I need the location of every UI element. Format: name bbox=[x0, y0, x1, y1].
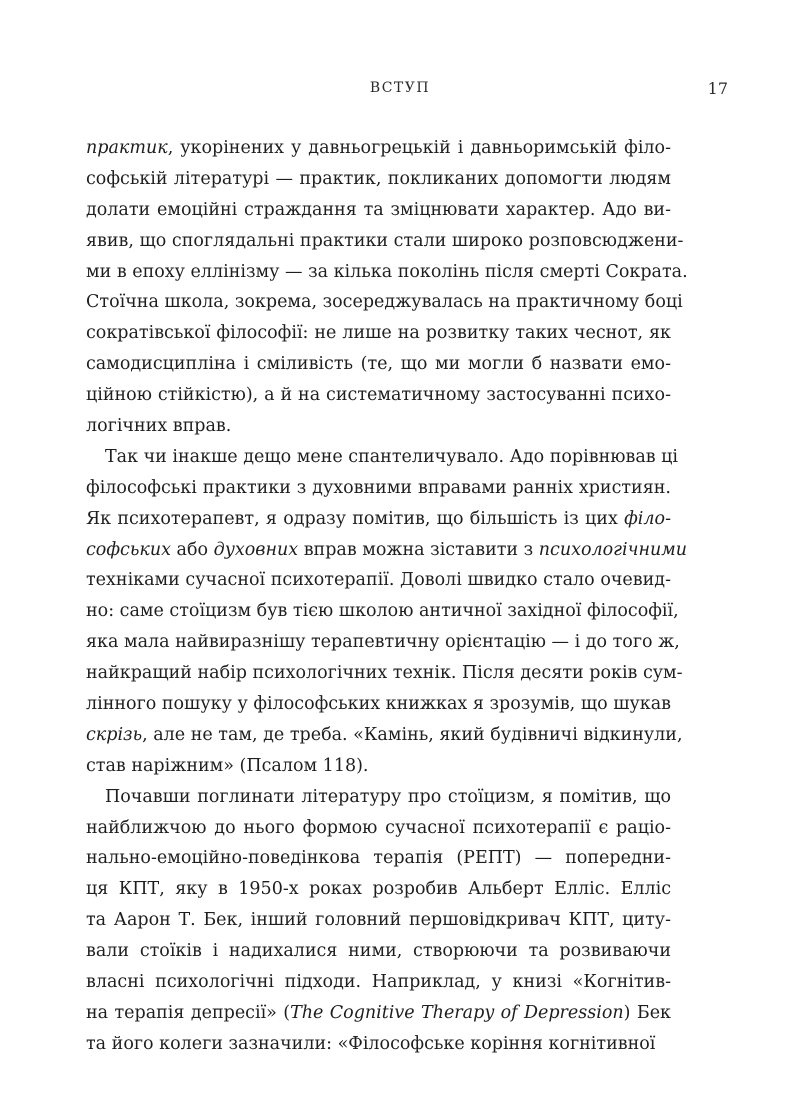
text-run: ми в епоху еллінізму — за кілька поколінь після смерті Сократа. bbox=[86, 261, 688, 282]
text-line bbox=[86, 596, 679, 627]
text-run: Стоїчна школа, зокрема, зосереджувалась на практичному боці bbox=[86, 292, 683, 313]
text-line bbox=[86, 195, 671, 226]
text-run: яка мала найвиразнішу терапевтичну орієнтацію — і до того ж, bbox=[86, 632, 680, 653]
text-run: явив, що споглядальні практики стали широко розповсюджени- bbox=[86, 230, 684, 251]
paragraph bbox=[86, 133, 688, 442]
text-run: но: саме стоїцизм був тією школою античної західної філософії, bbox=[86, 601, 679, 622]
text-run: Почавши поглинати літературу про стоїцизм, я помітив, що bbox=[105, 786, 671, 807]
paragraph bbox=[86, 442, 688, 782]
text-run: та Аарон Т. Бек, інший головний першовідкривач КПТ, циту- bbox=[86, 910, 671, 931]
text-line bbox=[86, 658, 683, 689]
text-line bbox=[86, 905, 671, 936]
text-line bbox=[86, 535, 688, 566]
running-head bbox=[0, 80, 800, 104]
text-run: ційною стійкістю), а й на систематичному застосуванні психо- bbox=[86, 385, 671, 406]
text-run: найближчою до нього формою сучасної психотерапії є раціо- bbox=[86, 817, 671, 838]
text-line bbox=[86, 380, 671, 411]
page-number: 17 bbox=[707, 79, 728, 98]
italic-text: практик bbox=[86, 138, 168, 158]
text-run: Як психотерапевт, я одразу помітив, що більшість із цих bbox=[86, 508, 625, 529]
text-line bbox=[86, 287, 683, 318]
text-line bbox=[86, 967, 671, 998]
paragraph bbox=[86, 782, 671, 1060]
text-run: на терапія депресії» ( bbox=[86, 1002, 291, 1023]
text-run: ця КПТ, яку в 1950-х роках розробив Альберт Елліс. Елліс bbox=[86, 879, 671, 900]
text-line bbox=[86, 998, 671, 1029]
text-run: став наріжним» (Псалом 118). bbox=[86, 755, 369, 776]
text-run: лінного пошуку у філософських книжках я зрозумів, що шукав bbox=[86, 694, 671, 715]
text-line bbox=[86, 411, 671, 442]
italic-text: філо- bbox=[624, 508, 671, 529]
text-line bbox=[86, 473, 671, 504]
text-line bbox=[86, 843, 671, 874]
italic-text: духовних bbox=[213, 539, 299, 560]
text-run: власні психологічні підходи. Наприклад, у книзі «Когнітив- bbox=[86, 972, 671, 993]
text-run: техніками сучасної психотерапії. Доволі швидко стало очевид- bbox=[86, 570, 671, 591]
text-run: та його колеги зазначили: «Філософське коріння когнітивної bbox=[86, 1033, 656, 1054]
text-line bbox=[86, 442, 679, 473]
text-line bbox=[86, 720, 683, 751]
italic-text: скрізь bbox=[86, 724, 143, 745]
text-line bbox=[86, 627, 680, 658]
section-title: ВСТУП bbox=[369, 80, 431, 96]
text-run: долати емоційні страждання та зміцнювати характер. Адо ви- bbox=[86, 199, 671, 220]
text-line bbox=[86, 226, 684, 257]
text-line bbox=[86, 349, 671, 380]
text-run: філософські практики з духовними вправами ранніх християн. bbox=[86, 477, 671, 498]
text-run: або bbox=[170, 539, 214, 560]
text-line bbox=[86, 164, 671, 195]
text-line bbox=[86, 936, 671, 967]
text-run: самодисципліна і сміливість (те, що ми могли б назвати емо- bbox=[86, 354, 671, 375]
text-line bbox=[86, 504, 671, 535]
text-line bbox=[86, 874, 671, 905]
text-run: найкращий набір психологічних технік. Після десяти років сум- bbox=[86, 663, 683, 684]
text-line bbox=[86, 813, 671, 844]
text-line bbox=[86, 782, 671, 813]
text-run: , але не там, де треба. «Камінь, який будівничі відкинули, bbox=[142, 724, 683, 745]
italic-text: психологічними bbox=[538, 539, 688, 560]
text-run: сократівської філософії: не лише на розвитку таких чеснот, як bbox=[86, 323, 671, 344]
text-line bbox=[86, 318, 671, 349]
text-run: ) Бек bbox=[623, 1002, 671, 1023]
italic-text: софських bbox=[86, 539, 171, 560]
text-line bbox=[86, 133, 671, 164]
text-run: вправ можна зіставити з bbox=[298, 539, 539, 560]
text-line bbox=[86, 257, 688, 288]
text-run: , укорінених у давньогрецькій і давньоримській філо- bbox=[167, 138, 671, 158]
text-run: Так чи інакше дещо мене спантеличувало. Адо порівнював ці bbox=[105, 446, 679, 467]
text-run: софській літературі — практик, покликаних допомогти людям bbox=[86, 168, 671, 189]
text-run: вали стоїків і надихалися ними, створюючи та розвиваючи bbox=[86, 941, 671, 962]
text-line bbox=[86, 1029, 671, 1060]
text-run: нально-емоційно-поведінкова терапія (РЕПТ) — попередни- bbox=[86, 848, 671, 869]
text-run: логічних вправ. bbox=[86, 416, 232, 437]
text-line bbox=[86, 751, 671, 782]
italic-text: The Cognitive Therapy of Depression bbox=[290, 1002, 624, 1023]
body-text bbox=[86, 133, 688, 1060]
text-line bbox=[86, 689, 671, 720]
text-line bbox=[86, 565, 671, 596]
